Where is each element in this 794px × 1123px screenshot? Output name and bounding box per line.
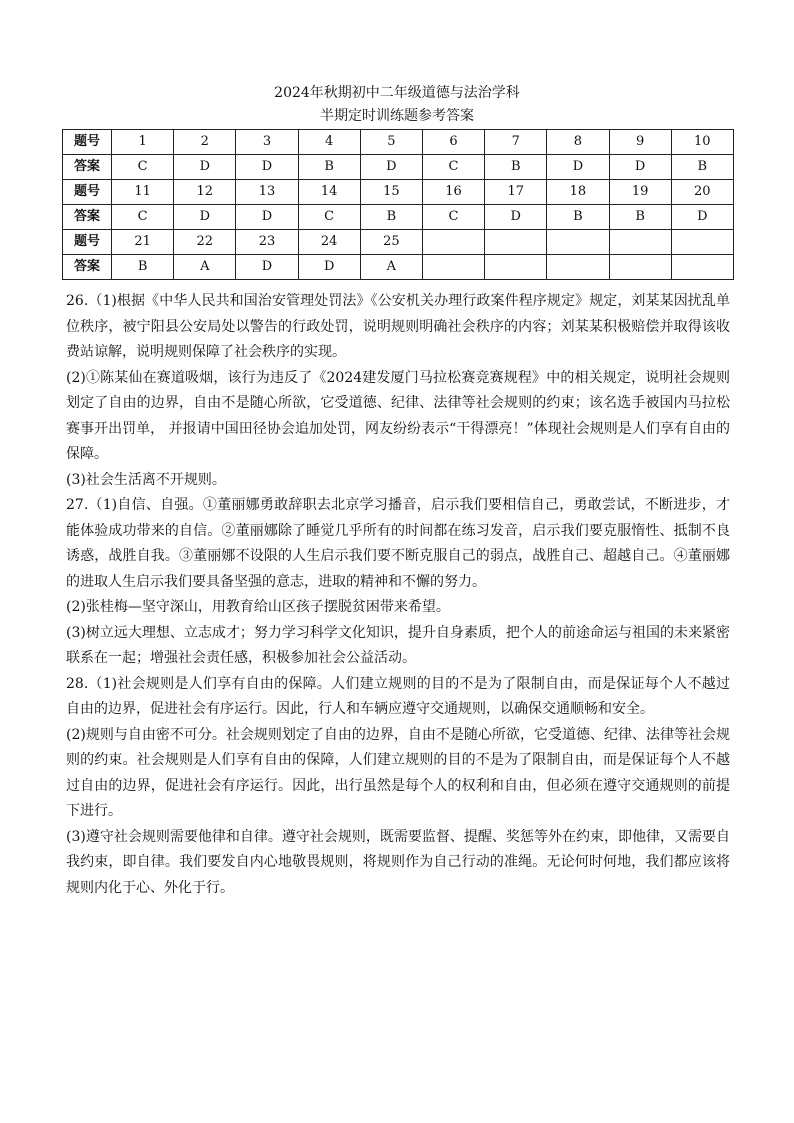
row-header-cell: 题号 xyxy=(63,130,112,155)
table-cell xyxy=(422,230,484,255)
table-cell: B xyxy=(298,155,360,180)
table-cell: 23 xyxy=(236,230,298,255)
table-cell: B xyxy=(112,255,174,280)
table-cell: 12 xyxy=(174,180,236,205)
answer-27-part-3: (3)树立远大理想、立志成才；努力学习科学文化知识，提升自身素质，把个人的前途命运与祖国的未来紧密联系在一起；增强社会责任感，积极参加社会公益活动。 xyxy=(66,624,730,666)
table-cell: 25 xyxy=(360,230,422,255)
table-cell xyxy=(671,255,733,280)
answer-table-row xyxy=(63,180,734,205)
table-cell: 3 xyxy=(236,130,298,155)
table-cell: A xyxy=(360,255,422,280)
row-header-cell: 答案 xyxy=(63,205,112,230)
answer-26-part-3: (3)社会生活离不开规则。 xyxy=(66,471,226,488)
table-cell: 11 xyxy=(112,180,174,205)
table-cell: 16 xyxy=(422,180,484,205)
table-cell: 2 xyxy=(174,130,236,155)
table-cell: D xyxy=(236,155,298,180)
table-cell: 13 xyxy=(236,180,298,205)
table-cell: B xyxy=(671,155,733,180)
table-cell: 20 xyxy=(671,180,733,205)
table-cell: B xyxy=(547,205,609,230)
table-cell: D xyxy=(360,155,422,180)
table-cell: 18 xyxy=(547,180,609,205)
table-cell xyxy=(547,230,609,255)
table-cell: 8 xyxy=(547,130,609,155)
table-cell: B xyxy=(609,205,671,230)
document-subtitle: 半期定时训练题参考答案 xyxy=(320,108,474,124)
table-cell: 7 xyxy=(485,130,547,155)
answer-table-row xyxy=(63,230,734,255)
table-cell: A xyxy=(174,255,236,280)
table-cell: 19 xyxy=(609,180,671,205)
table-cell: 17 xyxy=(485,180,547,205)
row-header-cell: 题号 xyxy=(63,180,112,205)
table-cell: D xyxy=(174,205,236,230)
table-cell: D xyxy=(236,205,298,230)
answer-28-part-2: (2)规则与自由密不可分。社会规则划定了自由的边界，自由不是随心所欲，它受道德、纪律、法律等社会规则的约束。社会规则是人们享有自由的保障，人们建立规则的目的不是为了限制自由，而是保证每个人不越过自由的边界，促进社会有序运行。因此，出行虽然是每个人的权利和自由，但必须在遵守交通规则的前提下进行。 xyxy=(66,726,730,819)
row-header-cell: 答案 xyxy=(63,255,112,280)
answer-table-row xyxy=(63,255,734,280)
table-cell: 10 xyxy=(671,130,733,155)
table-cell: C xyxy=(422,155,484,180)
row-header-cell: 题号 xyxy=(63,230,112,255)
table-cell: B xyxy=(485,155,547,180)
answer-27-part-1: 27.（1)自信、自强。①董丽娜勇敢辞职去北京学习播音，启示我们要相信自己，勇敢尝试，不断进步，才能体验成功带来的自信。②董丽娜除了睡觉几乎所有的时间都在练习发音，启示我们要克服惰性、抵制不良诱惑，战胜自我。③董丽娜不设限的人生启示我们要不断克服自己的弱点，战胜自己、超越自己。④董丽娜的进取人生启示我们要具备坚强的意志，进取的精神和不懈的努力。 xyxy=(66,497,730,590)
table-cell: 24 xyxy=(298,230,360,255)
table-cell: C xyxy=(112,155,174,180)
answer-26-part-1: 26.（1)根据《中华人民共和国治安管理处罚法》《公安机关办理行政案件程序规定》规定，刘某某因扰乱单位秩序，被宁阳县公安局处以警告的行政处罚，说明规则明确社会秩序的内容；刘某某积极赔偿并取得该收费站谅解，说明规则保障了社会秩序的实现。 xyxy=(66,293,730,360)
answer-26-part-2: (2)①陈某仙在赛道吸烟，该行为违反了《2024建发厦门马拉松赛竞赛规程》中的相关规定，说明社会规则划定了自由的边界，自由不是随心所欲，它受道德、纪律、法律等社会规则的约束；该名选手被国内马拉松赛事开出罚单， 并报请中国田径协会追加处罚，网友纷纷表示“干得漂亮！”体现社会规则是人们享有自由的保障。 xyxy=(66,369,730,462)
table-cell: D xyxy=(609,155,671,180)
row-header-cell: 答案 xyxy=(63,155,112,180)
table-cell: D xyxy=(485,205,547,230)
answers-body xyxy=(66,289,730,901)
table-cell: D xyxy=(671,205,733,230)
table-cell: D xyxy=(547,155,609,180)
table-cell: C xyxy=(112,205,174,230)
table-cell xyxy=(547,255,609,280)
table-cell xyxy=(609,255,671,280)
answer-table-row xyxy=(63,155,734,180)
table-cell xyxy=(422,255,484,280)
table-cell: 21 xyxy=(112,230,174,255)
table-cell: 1 xyxy=(112,130,174,155)
table-cell xyxy=(485,230,547,255)
table-cell xyxy=(609,230,671,255)
answer-27-part-2: (2)张桂梅—坚守深山，用教育给山区孩子摆脱贫困带来希望。 xyxy=(66,599,450,615)
document-title: 2024年秋期初中二年级道德与法治学科 xyxy=(274,85,520,101)
table-cell: 9 xyxy=(609,130,671,155)
table-cell: 5 xyxy=(360,130,422,155)
table-cell xyxy=(485,255,547,280)
table-cell: B xyxy=(360,205,422,230)
table-cell: 6 xyxy=(422,130,484,155)
table-cell xyxy=(671,230,733,255)
table-cell: C xyxy=(422,205,484,230)
table-cell: 15 xyxy=(360,180,422,205)
table-cell: 22 xyxy=(174,230,236,255)
table-cell: C xyxy=(298,205,360,230)
answer-table-row xyxy=(63,130,734,155)
table-cell: D xyxy=(236,255,298,280)
answer-table xyxy=(62,129,734,280)
table-cell: 4 xyxy=(298,130,360,155)
answer-table-row xyxy=(63,205,734,230)
table-cell: D xyxy=(298,255,360,280)
table-cell: 14 xyxy=(298,180,360,205)
table-cell: D xyxy=(174,155,236,180)
answer-28-part-3: (3)遵守社会规则需要他律和自律。遵守社会规则，既需要监督、提醒、奖惩等外在约束，即他律，又需要自我约束，即自律。我们要发自内心地敬畏规则，将规则作为自己行动的准绳。无论何时何地，我们都应该将规则内化于心、外化于行。 xyxy=(66,828,730,896)
answer-28-part-1: 28.（1)社会规则是人们享有自由的保障。人们建立规则的目的不是为了限制自由，而是保证每个人不越过自由的边界，促进社会有序运行。因此，行人和车辆应遵守交通规则，以确保交通顺畅和安全。 xyxy=(66,675,730,717)
